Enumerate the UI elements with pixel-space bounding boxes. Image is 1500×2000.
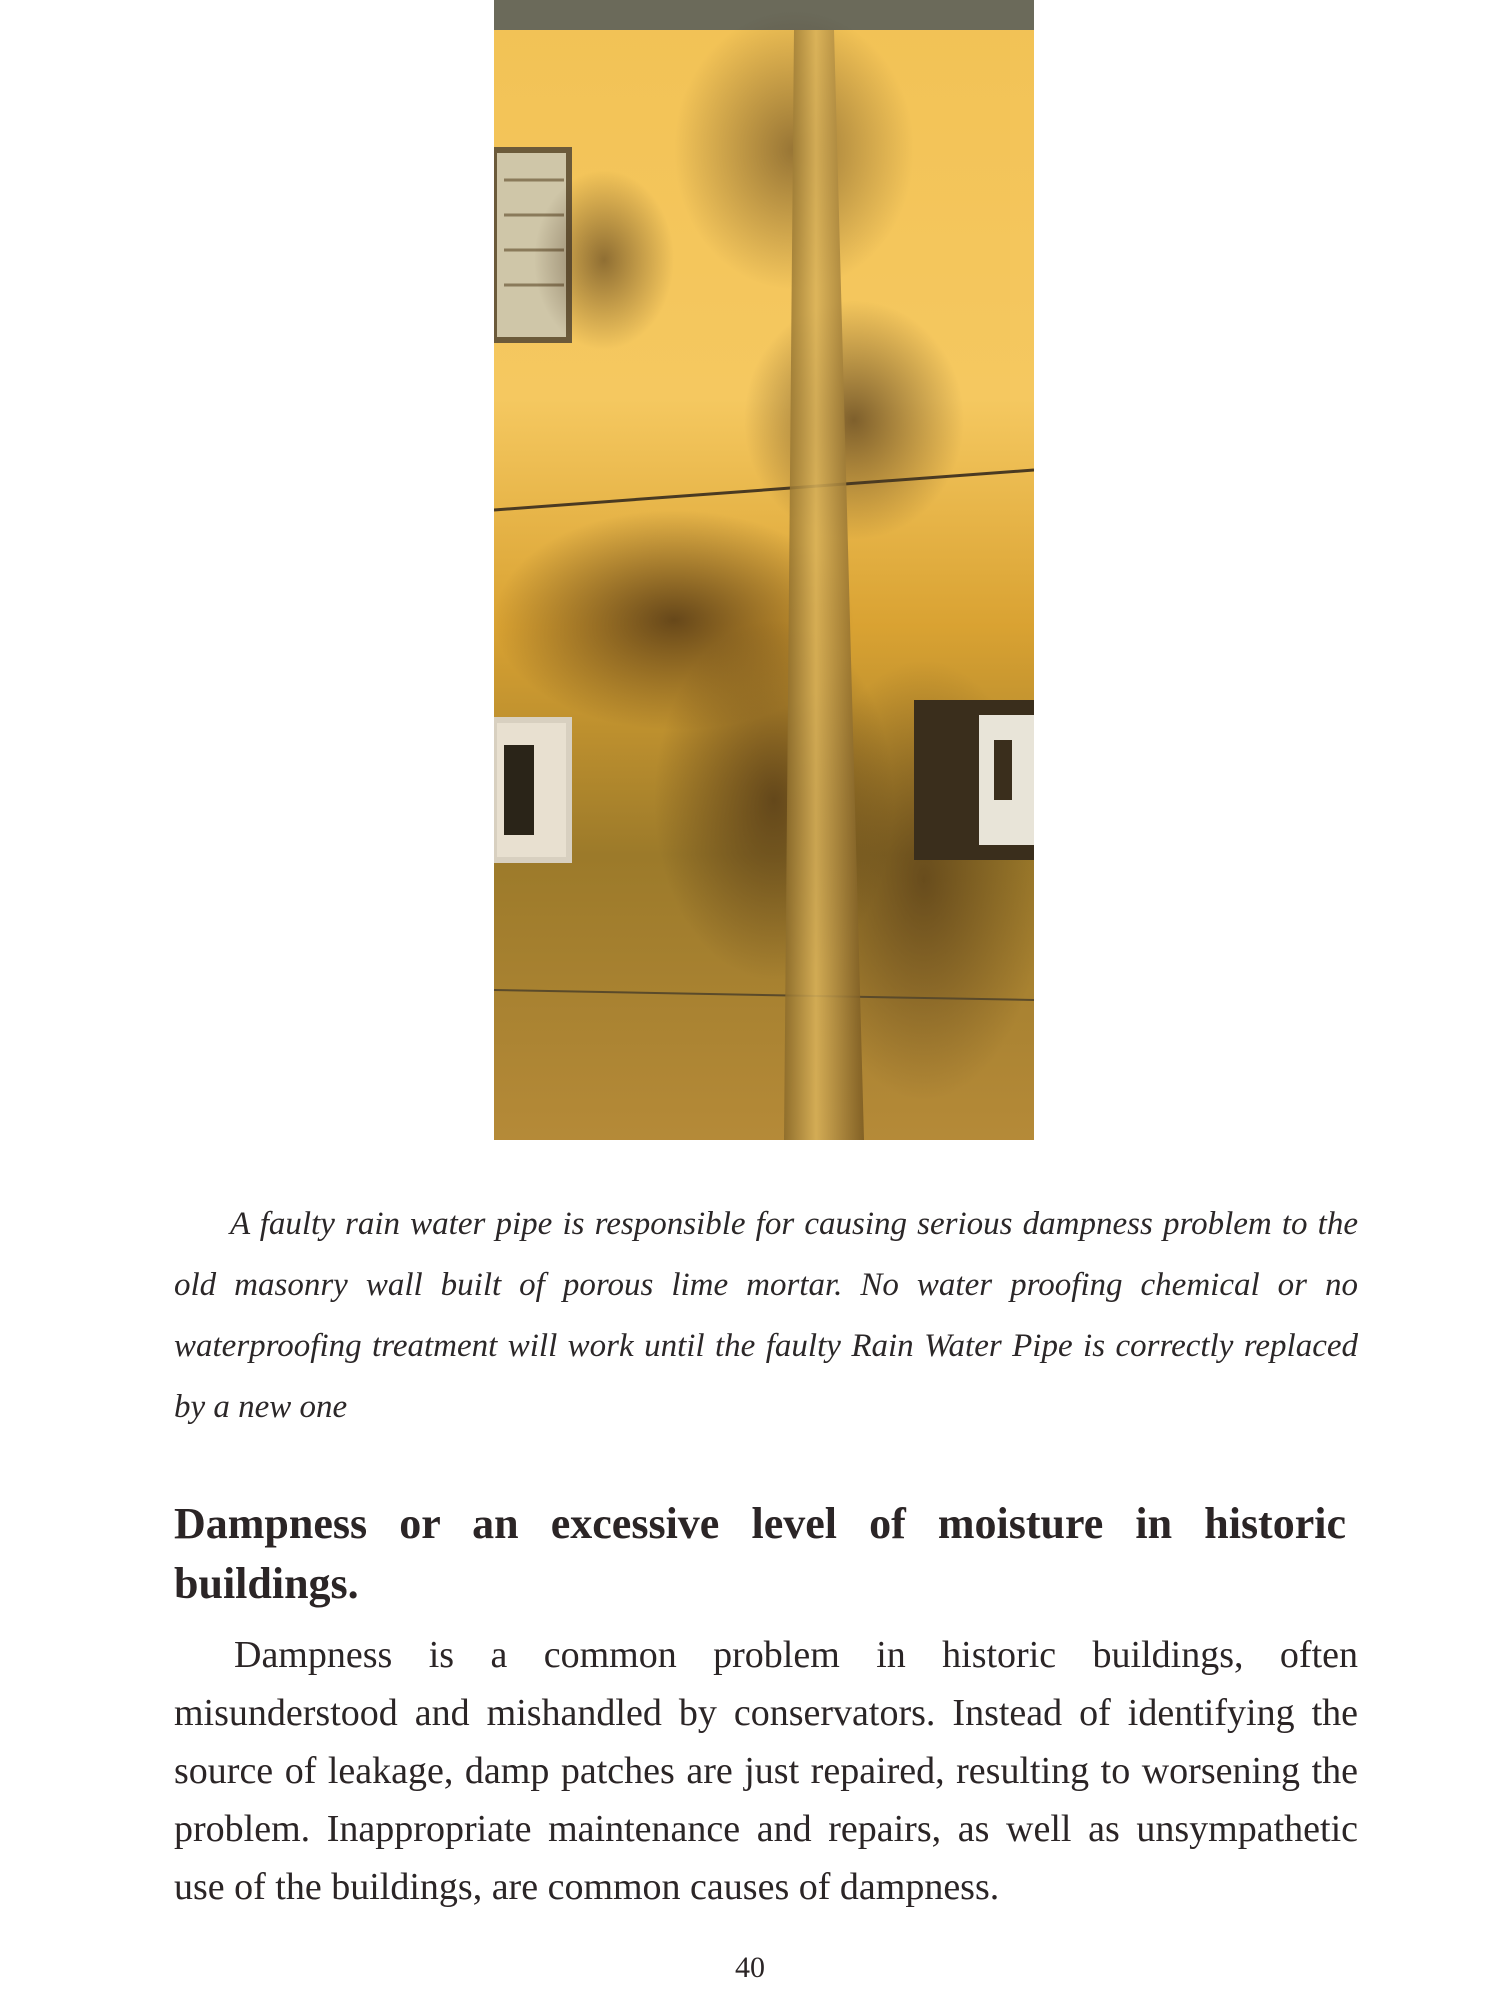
body-paragraph: Dampness is a common problem in historic buildings, often misunderstood and mishandled by conservators. Instead of identifying the source of leakage, damp patches are just repaired, resulting to worsening the problem. Inappropriate maintenance and repairs, as well as unsympathetic use of the buildings, are common causes of dampness. (174, 1634, 1358, 1908)
damp-wall-photo (494, 0, 1034, 1140)
section-heading: Dampness or an excessive level of moisture in historic buildings. (174, 1499, 1346, 1608)
page-number: 40 (735, 1951, 765, 1984)
damp-wall-illustration (494, 0, 1034, 1140)
photo-caption: A faulty rain water pipe is responsible for causing serious dampness problem to the old masonry wall built of porous lime mortar. No water proofing chemical or no waterproofing treatment will work until the faulty Rain Water Pipe is correctly replaced by a new one (174, 1206, 1358, 1425)
